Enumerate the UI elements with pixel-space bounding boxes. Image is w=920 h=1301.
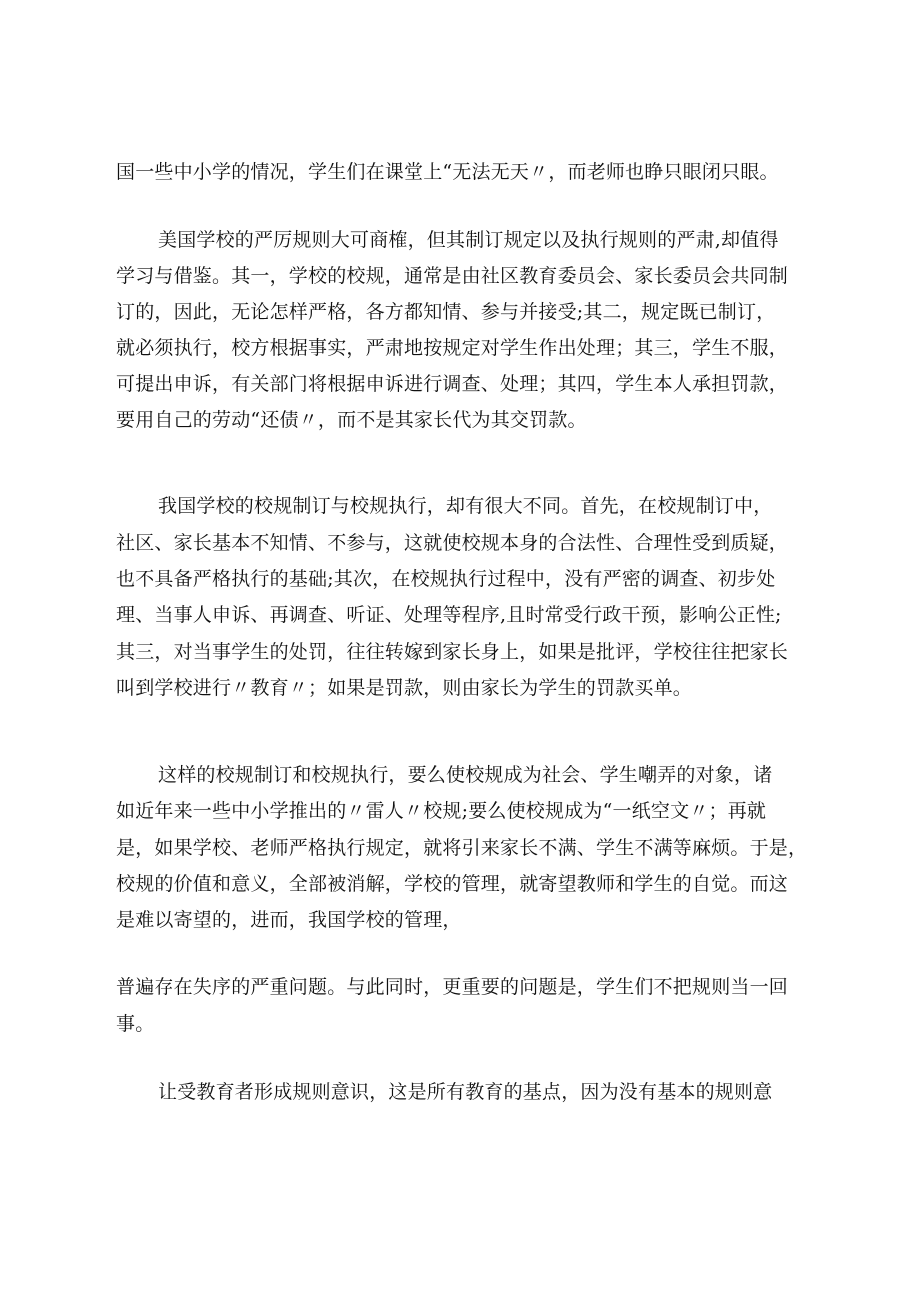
paragraph-4-line-1: 这样的校规制订和校规执行，要么使校规成为社会、学生嘲弄的对象，诸 — [158, 764, 773, 786]
paragraph-3-line-4: 理、当事人申诉、再调查、听证、处理等程序,且时常受行政干预，影响公正性; — [116, 604, 782, 626]
paragraph-3-line-1: 我国学校的校规制订与校规执行，却有很大不同。首先，在校规制订中， — [158, 495, 773, 517]
paragraph-3-line-5: 其三，对当事学生的处罚，往往转嫁到家长身上，如果是批评，学校往往把家长 — [116, 641, 789, 663]
paragraph-4-line-2: 如近年来一些中小学推出的〃雷人〃校规;要么使校规成为“一纸空文〃；再就 — [116, 800, 767, 822]
paragraph-5-line-1: 普遍存在失序的严重问题。与此同时，更重要的问题是，学生们不把规则当一回 — [116, 976, 789, 998]
paragraph-4-line-4: 校规的价值和意义，全部被消解，学校的管理，就寄望教师和学生的自觉。而这 — [116, 873, 789, 895]
paragraph-4-line-5: 是难以寄望的，进而，我国学校的管理， — [116, 909, 462, 931]
paragraph-6-line-1: 让受教育者形成规则意识，这是所有教育的基点，因为没有基本的规则意 — [158, 1081, 773, 1103]
paragraph-2-line-2: 学习与借鉴。其一，学校的校规，通常是由社区教育委员会、家长委员会共同制 — [116, 265, 789, 287]
paragraph-4-line-3: 是，如果学校、老师严格执行规定，就将引来家长不满、学生不满等麻烦。于是， — [116, 837, 808, 859]
paragraph-1-line-1: 国一些中小学的情况，学生们在课堂上“无法无天〃，而老师也睁只眼闭只眼。 — [116, 161, 779, 183]
paragraph-2-line-3: 订的，因此，无论怎样严格，各方都知情、参与并接受;其二，规定既已制订， — [116, 301, 776, 323]
paragraph-2-line-4: 就必须执行，校方根据事实，严肃地按规定对学生作出处理；其三，学生不服， — [116, 337, 789, 359]
paragraph-5-line-2: 事。 — [116, 1013, 155, 1035]
paragraph-3-line-3: 也不具备严格执行的基础;其次，在校规执行过程中，没有严密的调查、初步处 — [116, 568, 776, 590]
paragraph-3-line-2: 社区、家长基本不知情、不参与，这就使校规本身的合法性、合理性受到质疑， — [116, 532, 789, 554]
paragraph-2-line-6: 要用自己的劳动“还债〃，而不是其家长代为其交罚款。 — [116, 409, 587, 431]
paragraph-2-line-5: 可提出申诉，有关部门将根据申诉进行调查、处理；其四，学生本人承担罚款， — [116, 373, 789, 395]
paragraph-3-line-6: 叫到学校进行〃教育〃；如果是罚款，则由家长为学生的罚款买单。 — [116, 677, 693, 699]
paragraph-2-line-1: 美国学校的严厉规则大可商榷，但其制订规定以及执行规则的严肃,却值得 — [158, 229, 779, 251]
